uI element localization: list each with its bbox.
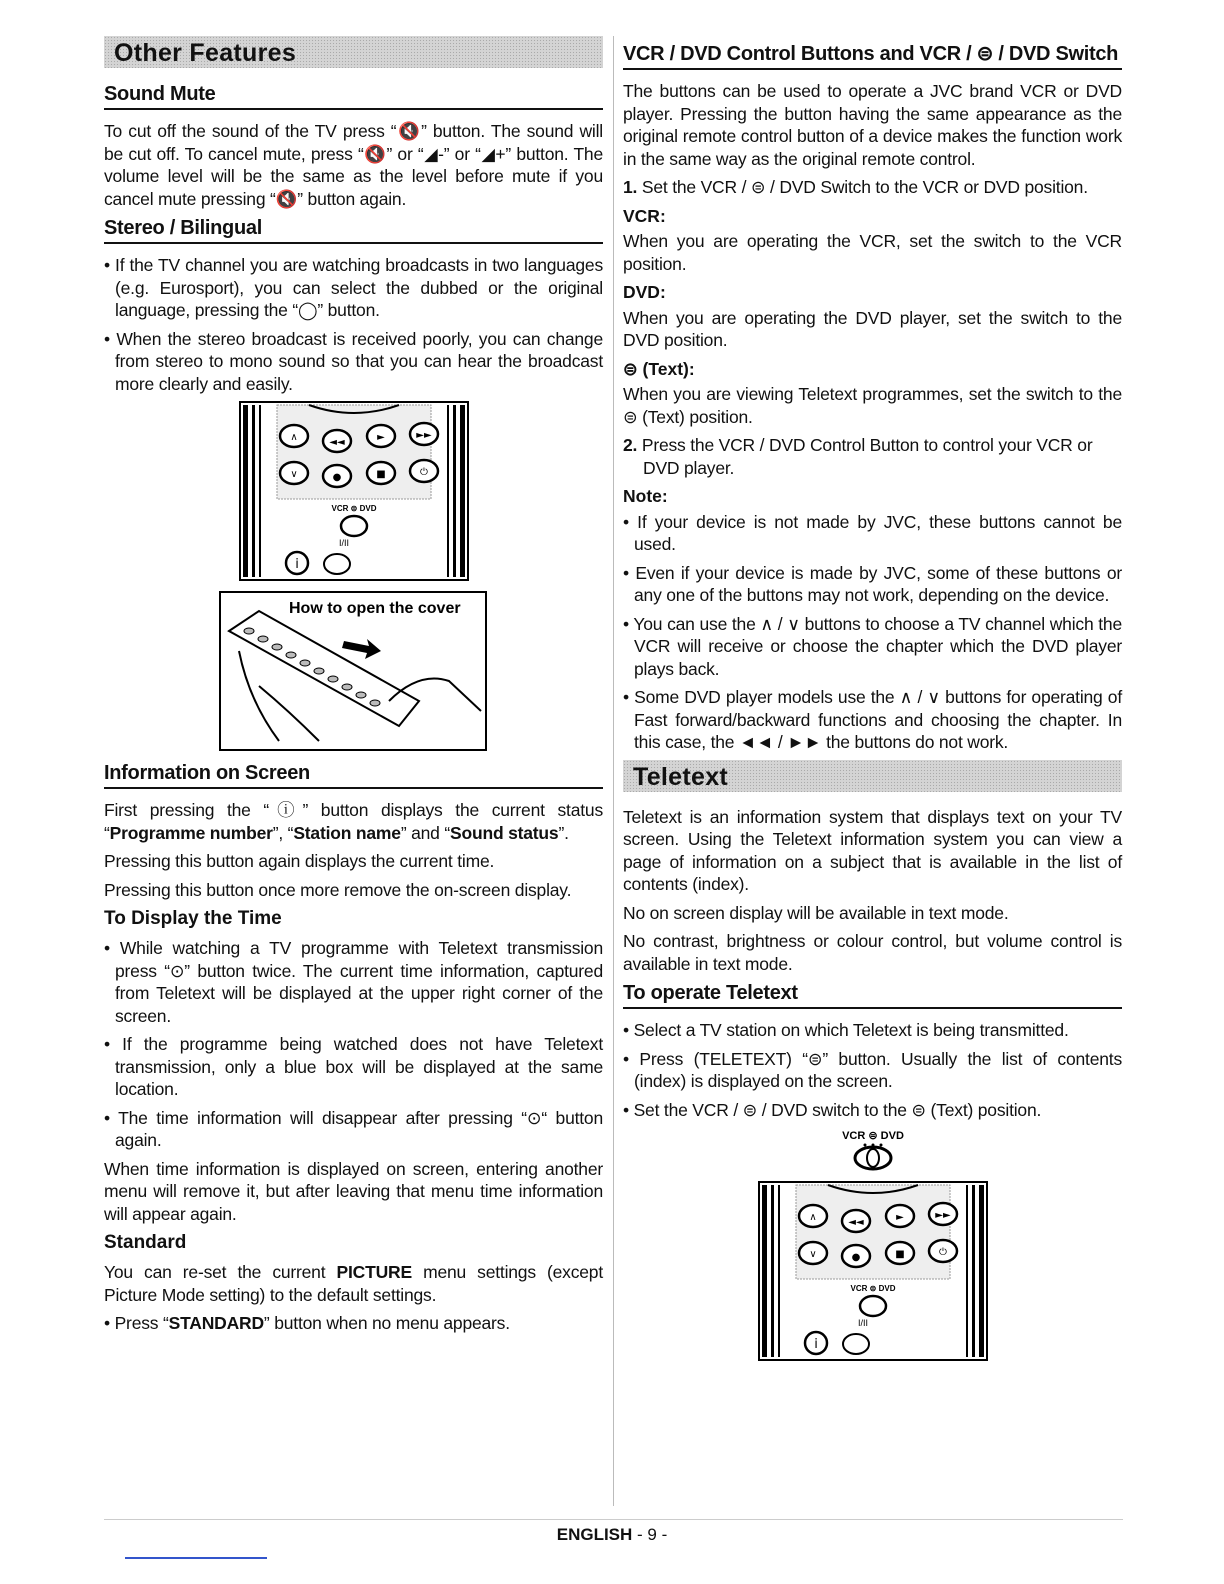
text-run: • You can use the ∧ / ∨ buttons to choose a TV channel which the VCR will receive or choose the chapter which the DVD player plays back. (623, 613, 1122, 679)
text-run: To cut off the sound of the TV press “🔇” button. The sound will be cut off. To cancel mute, press “🔇” or “◢-” or “◢+” button. The volume level will be the same as the level before mute if you cancel mute pressing “🔇” button again. (104, 121, 603, 209)
section-heading: Stereo / Bilingual (104, 216, 603, 244)
text-run: Teletext is an information system that displays text on your TV screen. Using the Teletext information system you can view a page of information on a subject that is available in the list of contents (index). (623, 806, 1122, 894)
paragraph (623, 383, 1122, 428)
svg-text:VCR ⊜ DVD: VCR ⊜ DVD (841, 1130, 904, 1142)
text-run: • Even if your device is made by JVC, some of these buttons or any one of the buttons may not work, depending on the device. (623, 562, 1122, 605)
paragraph (623, 930, 1122, 975)
text-run: ” button when no menu appears. (263, 1313, 510, 1333)
svg-text:►: ► (376, 432, 385, 443)
text-run: When you are operating the DVD player, set the switch to the DVD position. (623, 307, 1122, 350)
text-run: No contrast, brightness or colour control, but volume control is available in text mode. (623, 931, 1122, 974)
text-run: • Set the VCR / ⊜ / DVD switch to the ⊜ (Text) position. (623, 1099, 1042, 1120)
left-column (104, 36, 603, 1341)
paragraph (104, 879, 603, 902)
switch-dvd-label: DVD (880, 1130, 904, 1142)
svg-text:►: ► (895, 1212, 904, 1223)
remote-control-keypad-figure (758, 1181, 988, 1361)
text-run: When time information is displayed on screen, entering another menu will remove it, but after leaving that menu time information will appear again. (104, 1158, 603, 1224)
text-run: Press the VCR / DVD Control Button to control your VCR or DVD player. (637, 435, 1093, 478)
section-heading: VCR / DVD Control Buttons and VCR / ⊜ / DVD Switch (623, 42, 1122, 70)
text-run: ” and “ (400, 822, 450, 843)
list-item (623, 686, 1122, 754)
text-run: menu settings (except Picture Mode setting) to the default settings. (104, 1262, 603, 1305)
section-band-title: Teletext (623, 760, 1122, 792)
text-run: • If the TV channel you are watching broadcasts in two languages (e.g. Eurosport), you can select the dubbed or the original language, pressing the “◯” button. (104, 255, 603, 320)
paragraph (623, 902, 1122, 925)
subsection-heading: To Display the Time (104, 908, 282, 929)
text-run: You can re-set the current (104, 1262, 337, 1282)
right-column (623, 36, 1122, 1371)
text-run: • Some DVD player models use the ∧ / ∨ buttons for operating of Fast forward/backward functions and choosing the chapter. In this case, the ◄◄ / ►► the buttons do not work. (623, 687, 1122, 752)
page-number: - 9 - (637, 1525, 668, 1544)
svg-text:VCR ⊜ DVD: VCR ⊜ DVD (331, 504, 376, 513)
bold-text: Programme number (109, 822, 273, 843)
paragraph (104, 799, 603, 844)
bold-text: 1. (623, 177, 638, 197)
text-run: • When the stereo broadcast is received poorly, you can change from stereo to mono sound so that you can hear the broadcast more clearly and easily. (104, 328, 603, 394)
svg-text:■: ■ (894, 1249, 905, 1260)
list-item (623, 1099, 1122, 1122)
text-run: • If the programme being watched does not have Teletext transmission, only a blue box will be displayed at the same location. (104, 1034, 603, 1099)
text-run: • The time information will disappear after pressing “⊙“ button again. (104, 1107, 603, 1150)
switch-vcr-label: VCR (331, 504, 348, 513)
text-run: • If your device is not made by JVC, these buttons cannot be used. (623, 511, 1122, 554)
svg-text:∨: ∨ (289, 469, 298, 480)
section-heading: Sound Mute (104, 82, 603, 110)
list-item (104, 254, 603, 322)
svg-text:●: ● (851, 1252, 860, 1263)
list-item (623, 1048, 1122, 1093)
label-heading: VCR: (623, 205, 666, 226)
label-heading: DVD: (623, 282, 666, 302)
cover-caption: How to open the cover (289, 600, 461, 617)
text-run: First pressing the “ⓘ” button displays the current status “ (104, 800, 603, 843)
text-run: When you are viewing Teletext programmes, set the switch to the ⊜ (Text) position. (623, 384, 1122, 427)
list-item (104, 1312, 603, 1335)
svg-text:VCR ⊜ DVD: VCR ⊜ DVD (850, 1284, 895, 1293)
paragraph (104, 120, 603, 210)
list-item (623, 562, 1122, 607)
list-item (104, 937, 603, 1027)
paragraph (623, 230, 1122, 275)
svg-text:►►: ►► (934, 1210, 951, 1221)
text-run: The buttons can be used to operate a JVC brand VCR or DVD player. Pressing the button having the same appearance as the original remote control button of a device makes the function work in the same way as the original remote control. (623, 81, 1122, 169)
paragraph (623, 80, 1122, 170)
list-item (104, 1033, 603, 1101)
section-heading: Information on Screen (104, 761, 603, 789)
text-run: • While watching a TV programme with Teletext transmission press “⊙” button twice. The current time information, captured from Teletext will be displayed at the upper right corner of the screen. (104, 938, 603, 1026)
svg-text:◄◄: ◄◄ (847, 1217, 864, 1228)
text-run: ”, “ (272, 822, 294, 843)
footer-language: ENGLISH (556, 1525, 633, 1544)
bold-text: Sound status (450, 822, 559, 843)
svg-text:◄◄: ◄◄ (328, 437, 345, 448)
footer-rule (104, 1519, 1123, 1520)
svg-text:►►: ►► (415, 430, 432, 441)
text-run: No on screen display will be available in text mode. (623, 902, 1009, 923)
switch-vcr-label: VCR (850, 1284, 867, 1293)
text-run: Set the VCR / ⊜ / DVD Switch to the VCR or DVD position. (637, 177, 1088, 197)
text-run: • Press (TELETEXT) “⊜” button. Usually the list of contents (index) is displayed on the screen. (623, 1048, 1122, 1091)
stereo-label: I/II (857, 1318, 868, 1328)
numbered-step (623, 176, 1122, 199)
label-heading: ⊜ (Text): (623, 358, 695, 379)
section-heading: To operate Teletext (623, 981, 1122, 1009)
label-heading: Note: (623, 486, 668, 506)
bold-text: 2. (623, 435, 638, 455)
stereo-button[interactable] (324, 554, 350, 574)
list-item (623, 613, 1122, 681)
stereo-label: I/II (338, 538, 349, 548)
bold-text: STANDARD (168, 1313, 264, 1333)
svg-text:∨: ∨ (808, 1249, 817, 1260)
svg-text:i: i (813, 1337, 818, 1352)
text-run: When you are operating the VCR, set the switch to the VCR position. (623, 231, 1122, 274)
list-item (623, 1019, 1122, 1042)
svg-text:●: ● (332, 472, 341, 483)
bold-text: Station name (293, 822, 401, 843)
list-item (104, 328, 603, 396)
paragraph (623, 307, 1122, 352)
text-run: ”. (558, 822, 569, 843)
list-item (623, 511, 1122, 556)
subsection-heading: Standard (104, 1232, 187, 1253)
svg-text:⏻: ⏻ (419, 467, 428, 478)
bold-text: PICTURE (336, 1262, 412, 1282)
list-item (104, 1107, 603, 1152)
numbered-step (623, 434, 1122, 479)
paragraph (104, 1158, 603, 1226)
text-run: Pressing this button again displays the current time. (104, 851, 495, 871)
paragraph (104, 850, 603, 873)
stereo-button[interactable] (843, 1334, 869, 1354)
vcr-dvd-switch[interactable] (860, 1296, 886, 1316)
vcr-dvd-switch[interactable] (341, 516, 367, 536)
vcr-dvd-switch-figure (813, 1127, 933, 1171)
svg-text:∧: ∧ (289, 432, 298, 443)
svg-text:i: i (294, 557, 299, 572)
svg-text:∧: ∧ (808, 1212, 817, 1223)
svg-text:■: ■ (375, 469, 386, 480)
text-run: • Select a TV station on which Teletext is being transmitted. (623, 1020, 1069, 1040)
switch-dvd-label: DVD (878, 1284, 895, 1293)
svg-text:⏻: ⏻ (938, 1247, 947, 1258)
switch-dvd-label: DVD (359, 504, 376, 513)
blue-mark (125, 1557, 267, 1559)
text-run: Pressing this button once more remove the on-screen display. (104, 879, 572, 900)
column-divider (613, 36, 614, 1506)
paragraph (623, 806, 1122, 896)
remote-control-keypad-figure (239, 401, 469, 581)
text-run: • Press “ (104, 1313, 169, 1333)
paragraph (104, 1261, 603, 1306)
section-band-title: Other Features (104, 36, 603, 68)
page-footer (0, 1525, 1224, 1545)
open-cover-figure (219, 591, 487, 751)
switch-vcr-label: VCR (841, 1130, 865, 1142)
